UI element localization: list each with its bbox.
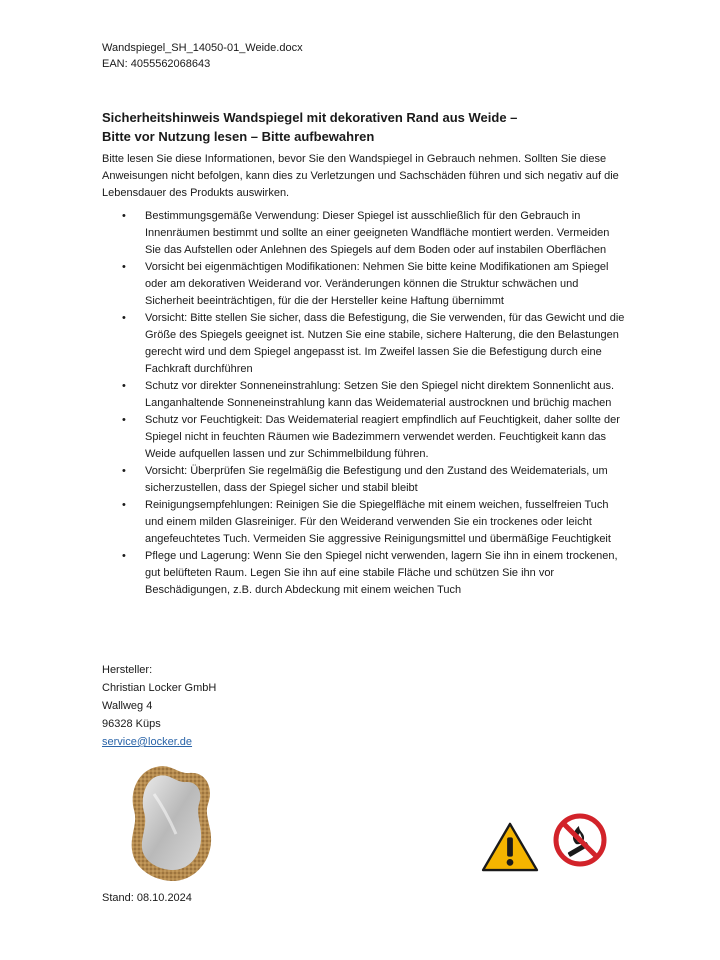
manufacturer-street: Wallweg 4 [102, 700, 153, 712]
document-header [102, 40, 303, 72]
mirror-image [126, 764, 216, 884]
document-title [102, 108, 642, 146]
intro-paragraph: Bitte lesen Sie diese Informationen, bevor Sie den Wandspiegel in Gebrauch nehmen. Sollten Sie diese Anweisungen nicht befolgen, kann dies zu Verletzungen und Sachschäden führen und sich negativ auf die Lebensdauer des Produkts auswirken. [102, 153, 619, 199]
title-line-1: Sicherheitshinweis Wandspiegel mit dekorativen Rand aus Weide – [102, 110, 518, 125]
document-date: Stand: 08.10.2024 [102, 892, 192, 904]
list-item: • Bestimmungsgemäße Verwendung: Dieser Spiegel ist ausschließlich für den Gebrauch in Innenräumen bestimmt und sollte an einer geeigneten Wandfläche montiert werden. Vermeiden Sie das Aufstellen oder Anlehnen des Spiegels auf dem Boden oder auf instabilen Oberflächen [102, 208, 627, 259]
manufacturer-block [102, 661, 216, 751]
list-item: • Reinigungsempfehlungen: Reinigen Sie die Spiegelfläche mit einem weichen, fusselfreien Tuch und einem milden Glasreiniger. Für den Weiderand verwenden Sie ein trockenes oder leicht angefeuchtetes Tuch. Vermeiden Sie aggressive Reinigungsmittel und übermäßige Feuchtigkeit [102, 497, 627, 548]
list-item: • Vorsicht bei eigenmächtigen Modifikationen: Nehmen Sie bitte keine Modifikationen am Spiegel oder am dekorativen Weiderand vor. Veränderungen können die Struktur schwächen und Sicherheit beeinträchtigen, für die der Hersteller keine Haftung übernimmt [102, 259, 627, 310]
list-item: • Vorsicht: Bitte stellen Sie sicher, dass die Befestigung, die Sie verwenden, für das Gewicht und die Größe des Spiegels geeignet ist. Nutzen Sie eine stabile, sichere Halterung, die den Belastungen gerecht wird und dem Spiegel angepasst ist. Im Zweifel lassen Sie die Befestigung durch eine Fachkraft durchführen [102, 310, 627, 378]
file-name: Wandspiegel_SH_14050-01_Weide.docx [102, 42, 303, 54]
title-line-2: Bitte vor Nutzung lesen – Bitte aufbewahren [102, 129, 375, 144]
list-item: • Schutz vor Feuchtigkeit: Das Weidematerial reagiert empfindlich auf Feuchtigkeit, daher sollte der Spiegel nicht in feuchten Räumen wie Badezimmern verwendet werden. Feuchtigkeit kann das Weide aufquellen lassen und zur Schimmelbildung führen. [102, 412, 627, 463]
ean-code: EAN: 4055562068643 [102, 58, 211, 70]
manufacturer-city: 96328 Küps [102, 718, 161, 730]
list-item: • Schutz vor direkter Sonneneinstrahlung: Setzen Sie den Spiegel nicht direktem Sonnenlicht aus. Langanhaltende Sonneneinstrahlung kann das Weidematerial austrocknen und brüchig machen [102, 378, 627, 412]
manufacturer-name: Christian Locker GmbH [102, 682, 217, 694]
no-open-fire-icon [552, 812, 608, 868]
list-item: • Vorsicht: Überprüfen Sie regelmäßig die Befestigung und den Zustand des Weidematerials, um sicherzustellen, dass der Spiegel sicher und stabil bleibt [102, 463, 627, 497]
manufacturer-label: Hersteller: [102, 664, 153, 676]
warning-triangle-icon [480, 822, 540, 872]
manufacturer-email-link[interactable]: service@locker.de [102, 736, 193, 748]
safety-list [102, 208, 627, 599]
list-item: • Pflege und Lagerung: Wenn Sie den Spiegel nicht verwenden, lagern Sie ihn in einem trockenen, gut belüfteten Raum. Legen Sie ihn auf eine stabile Fläche und schützen Sie ihn vor Beschädigungen, z.B. durch Abdeckung mit einem weichen Tuch [102, 548, 627, 599]
